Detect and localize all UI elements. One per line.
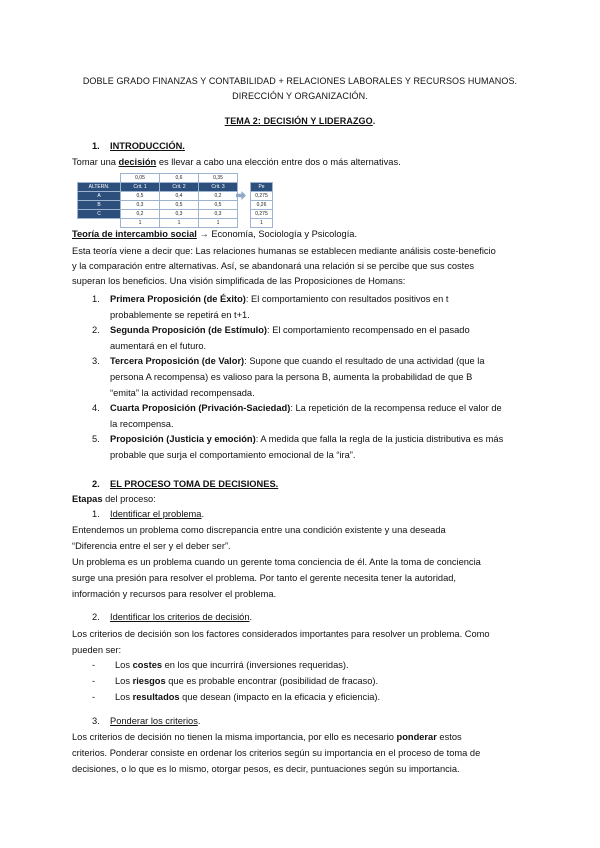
total-cell: 1 [121, 219, 160, 228]
header-cell: ALTERN. [78, 183, 121, 192]
proposition-2 [92, 324, 470, 353]
bullet-post: que desean (impacto en la eficacia y eficiencia). [179, 692, 381, 702]
bullet-post: que es probable encontrar (posibilidad de fracaso). [165, 676, 379, 686]
result-cell: 0,275 [251, 210, 273, 219]
proposition-5 [92, 433, 503, 462]
step-title: Identificar los criterios de decisión [110, 612, 250, 622]
total-cell: 1 [199, 219, 238, 228]
header-row [78, 183, 238, 192]
step-2-line: pueden ser: [72, 645, 122, 655]
topic-title [0, 116, 600, 126]
step-2-heading [92, 612, 252, 622]
proposition-title: Proposición (Justicia y emoción) [110, 434, 256, 444]
table-cell: 0,2 [121, 210, 160, 219]
proposition-text: : El comportamiento con resultados positivos en t [245, 294, 449, 304]
bullet-pre: Los [115, 660, 133, 670]
table-cell: 0,2 [199, 192, 238, 201]
criteria-table [77, 173, 238, 228]
proposition-text-2: persona A recompensa) es valioso para la persona B, aumenta la probabilidad de que B [110, 372, 473, 382]
step-3-line [72, 731, 480, 744]
result-header: Pe [251, 183, 273, 192]
step-1-line: “Diferencia entre el ser y el deber ser”. [72, 541, 231, 551]
proposition-text: : A medida que falla la regla de la justicia distributiva es más [255, 434, 504, 444]
proposition-text-2: la recompensa. [110, 419, 174, 429]
step-1-heading [92, 509, 204, 519]
step-1-line: surge una presión para resolver el problema. Por tanto el gerente necesita tener la autoridad, [72, 573, 456, 583]
step-title-end: . [201, 509, 205, 519]
step-3-post: estos [436, 732, 462, 742]
step-1-paragraph [72, 524, 481, 601]
step-number: 1. [92, 509, 100, 519]
list-item [92, 675, 380, 688]
topic-title-end: . [372, 116, 376, 126]
step-title: Ponderar los criterios [110, 716, 198, 726]
totals-blank [78, 219, 121, 228]
weights-blank [78, 174, 121, 183]
row-label: C [78, 210, 121, 219]
weights-row [78, 174, 238, 183]
proposition-number: 3. [92, 356, 100, 366]
section-2-number: 2. [92, 479, 100, 489]
result-table [250, 182, 273, 228]
proposition-text: : Supone que cuando el resultado de una actividad (que la [244, 356, 485, 366]
result-total: 1 [251, 219, 273, 228]
weight-cell: 0,35 [199, 174, 238, 183]
header-line-1: DOBLE GRADO FINANZAS Y CONTABILIDAD + RELACIONES LABORALES Y RECURSOS HUMANOS. [82, 76, 518, 86]
table-cell: 0,3 [199, 210, 238, 219]
table-cell: 0,5 [160, 201, 199, 210]
weight-cell: 0,6 [160, 174, 199, 183]
theory-title: Teoría de intercambio social [72, 229, 197, 239]
proposition-1 [92, 293, 448, 322]
step-number: 3. [92, 716, 100, 726]
theory-heading [72, 229, 357, 239]
bullet-post: en los que incurrirá (inversiones requeridas). [162, 660, 349, 670]
bullet-bold: riesgos [132, 676, 166, 686]
proposition-text: : El comportamiento recompensado en el pasado [267, 325, 470, 335]
proposition-text-2: probable que surja el comportamiento emocional de la “ira”. [110, 450, 356, 460]
intro-post: es llevar a cabo una elección entre dos o más alternativas. [156, 157, 401, 167]
table-row [78, 192, 238, 201]
proposition-text-3: “emita” la actividad recompensada. [110, 388, 255, 398]
step-3-pre: Los criterios de decisión no tienen la misma importancia, por ello es necesario [72, 732, 397, 742]
theory-line: Esta teoría viene a decir que: Las relaciones humanas se establecen mediante análisis coste-beneficio [72, 246, 496, 256]
bullet-dash: - [92, 676, 96, 686]
section-1-title: INTRODUCCIÓN. [110, 141, 185, 151]
list-item [92, 691, 380, 704]
step-1-line: Un problema es un problema cuando un gerente toma conciencia de él. Ante la toma de conciencia [72, 557, 481, 567]
row-label: B [78, 201, 121, 210]
list-item [92, 659, 380, 672]
proposition-3 [92, 355, 485, 400]
table-cell: 0,5 [199, 201, 238, 210]
proposition-text-2: aumentará en el futuro. [110, 341, 207, 351]
proposition-title: Cuarta Proposición (Privación-Saciedad) [110, 403, 291, 413]
bullet-dash: - [92, 692, 96, 702]
section-2-heading [92, 479, 278, 489]
step-3-heading [92, 716, 200, 726]
proposition-title: Tercera Proposición (de Valor) [110, 356, 245, 366]
row-label: A [78, 192, 121, 201]
theory-line: y la comparación entre alternativas. Así, se abandonará una relación si se percibe que sus costes [72, 261, 475, 271]
intro-paragraph [72, 157, 401, 167]
header-cell: Crit. 3 [199, 183, 238, 192]
header-line-2: DIRECCIÓN Y ORGANIZACIÓN. [232, 91, 368, 101]
proposition-number: 4. [92, 403, 100, 413]
intro-pre: Tomar una [72, 157, 119, 167]
theory-arrow: → Economía, Sociología y Psicología. [196, 229, 358, 239]
proposition-text: : La repetición de la recompensa reduce el valor de [290, 403, 502, 413]
header-cell: Crit. 2 [160, 183, 199, 192]
result-cell: 0,26 [251, 201, 273, 210]
section-1-heading [92, 141, 185, 151]
total-cell: 1 [160, 219, 199, 228]
step-number: 2. [92, 612, 100, 622]
table-cell: 0,3 [160, 210, 199, 219]
bullet-pre: Los [115, 692, 133, 702]
table-row [78, 201, 238, 210]
weight-cell: 0,05 [121, 174, 160, 183]
proposition-text-2: probablemente se repetirá en t+1. [110, 310, 250, 320]
step-3-line: criterios. Ponderar consiste en ordenar los criterios según su importancia en el proceso de toma de [72, 748, 481, 758]
bullet-dash: - [92, 660, 96, 670]
section-1-number: 1. [92, 141, 100, 151]
step-title-end: . [249, 612, 253, 622]
section-2-title: EL PROCESO TOMA DE DECISIONES. [110, 479, 279, 489]
step-2-line: Los criterios de decisión son los factores considerados importantes para resolver un problema. Como [72, 629, 490, 639]
header-cell: Crit. 1 [121, 183, 160, 192]
theory-line: superan los beneficios. Una visión simplificada de las Proposiciones de Homans: [72, 276, 406, 286]
proposition-title: Segunda Proposición (de Estímulo) [110, 325, 268, 335]
table-row [78, 210, 238, 219]
bullet-bold: costes [132, 660, 163, 670]
step-1-line: Entendemos un problema como discrepancia entre una condición existente y una deseada [72, 525, 446, 535]
bullet-bold: resultados [132, 692, 180, 702]
step-1-line: información y recursos para resolver el problema. [72, 589, 277, 599]
stages-rest: del proceso: [102, 494, 156, 504]
bullet-pre: Los [115, 676, 133, 686]
proposition-title: Primera Proposición (de Éxito) [110, 294, 246, 304]
criteria-list [92, 659, 380, 704]
theory-paragraph [72, 245, 496, 288]
step-title: Identificar el problema [110, 509, 202, 519]
totals-row [78, 219, 238, 228]
step-2-paragraph [72, 628, 490, 657]
stages-bold: Etapas [72, 494, 103, 504]
proposition-4 [92, 402, 502, 431]
step-3-bold: ponderar [396, 732, 437, 742]
step-title-end: . [197, 716, 201, 726]
step-3-line: decisiones, o lo que es lo mismo, otorgar pesos, es decir, puntuaciones según su importancia. [72, 764, 460, 774]
stages-label [72, 494, 156, 504]
proposition-number: 1. [92, 294, 100, 304]
topic-title-text: TEMA 2: DECISIÓN Y LIDERAZGO [224, 116, 373, 126]
table-cell: 0,3 [121, 201, 160, 210]
intro-keyword: decisión [118, 157, 157, 167]
result-cell: 0,275 [251, 192, 273, 201]
step-3-paragraph [72, 731, 480, 776]
table-cell: 0,5 [121, 192, 160, 201]
proposition-number: 5. [92, 434, 100, 444]
proposition-number: 2. [92, 325, 100, 335]
table-cell: 0,4 [160, 192, 199, 201]
